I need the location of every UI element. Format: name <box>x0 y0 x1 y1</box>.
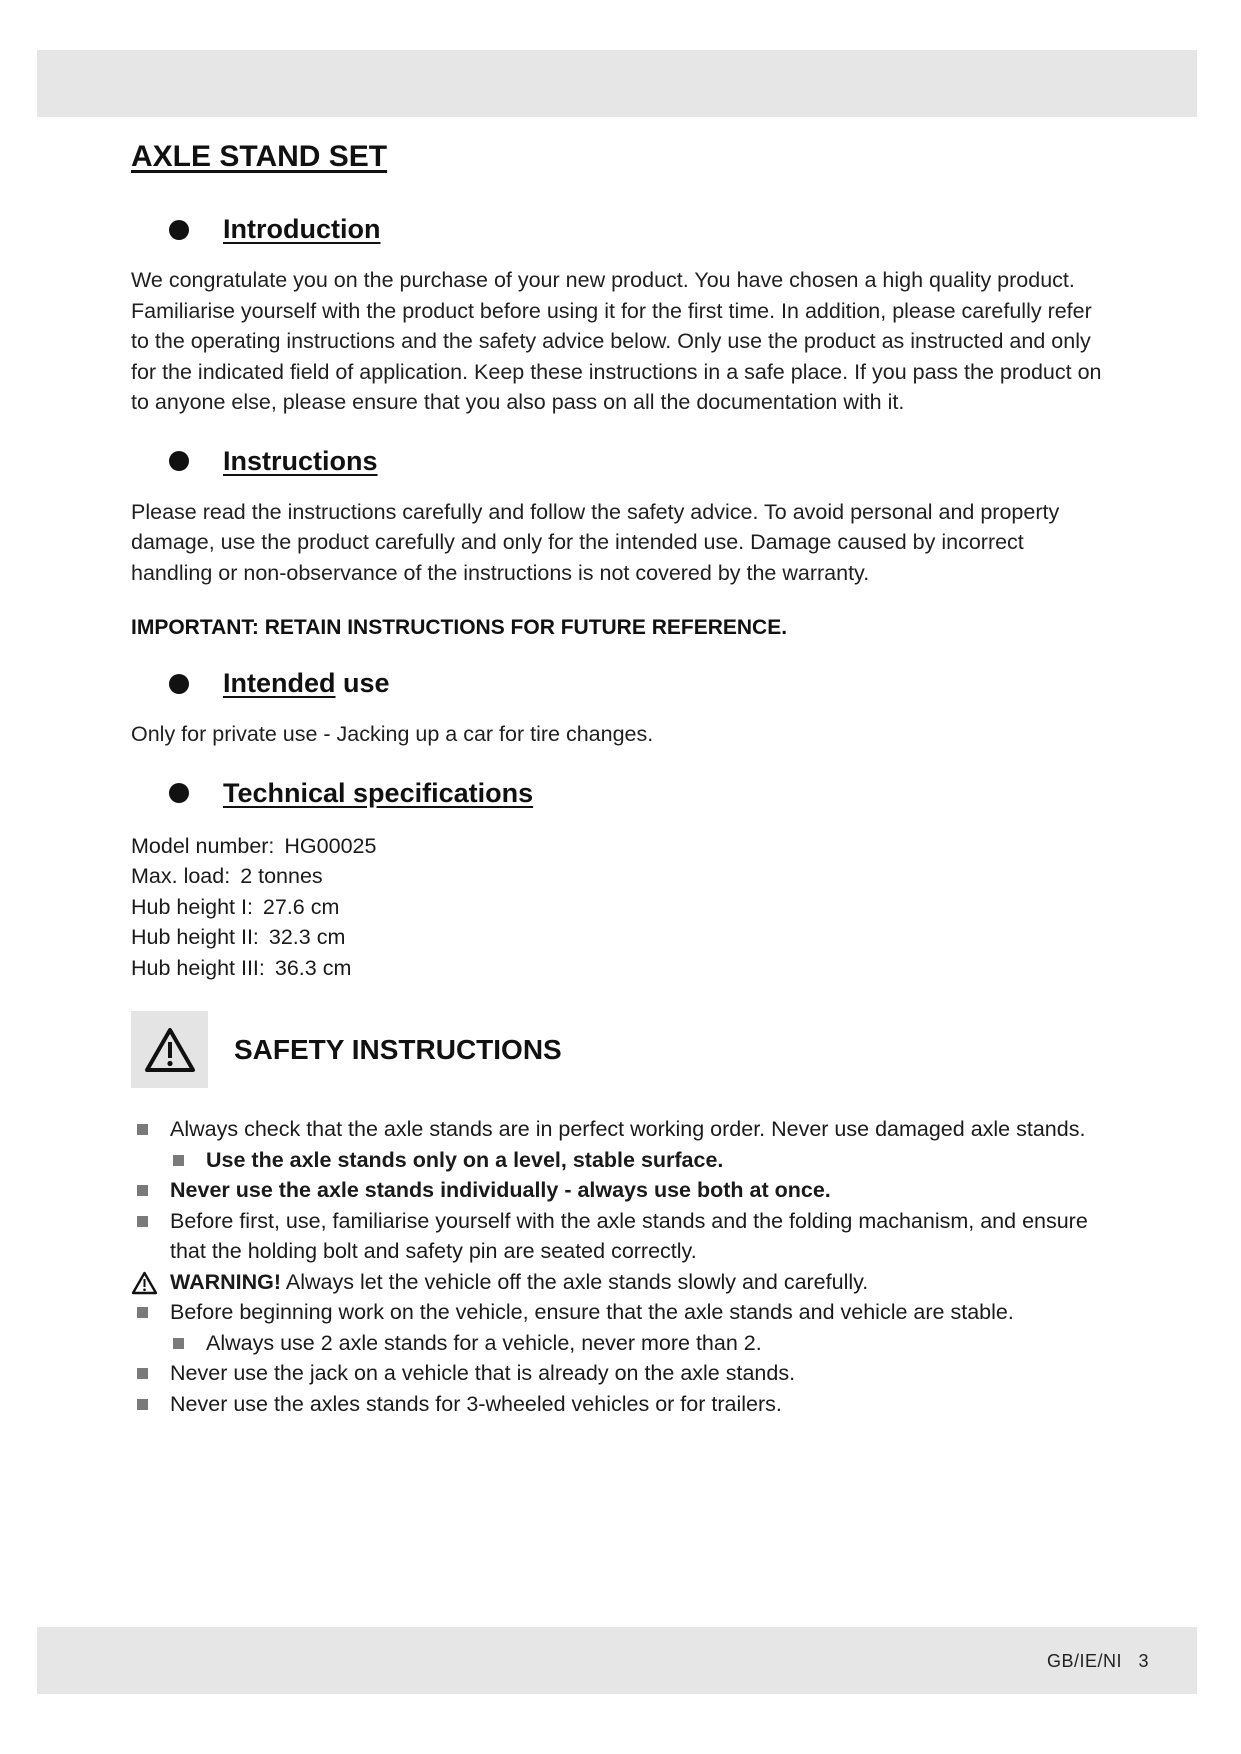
section-heading-introduction <box>169 214 1111 245</box>
list-item-text: Always use 2 axle stands for a vehicle, never more than 2. <box>206 1330 762 1355</box>
spec-value: 32.3 cm <box>268 925 346 949</box>
filled-circle-icon <box>169 220 189 240</box>
list-item <box>131 1206 1111 1267</box>
spec-label: Max. load: <box>131 864 231 888</box>
spec-value: 36.3 cm <box>274 955 352 980</box>
section-heading-technical <box>169 778 1111 809</box>
warning-triangle-icon <box>144 1027 196 1073</box>
list-item-text: Before beginning work on the vehicle, ensure that the axle stands and vehicle are stable. <box>170 1300 1014 1324</box>
section-heading-intended-use <box>169 668 1111 699</box>
safety-list <box>131 1114 1111 1419</box>
warning-icon-box <box>131 1011 208 1088</box>
list-item-text: Never use the jack on a vehicle that is already on the axle stands. <box>170 1361 796 1385</box>
square-bullet-icon <box>173 1155 184 1166</box>
section-heading-text: Intended <box>223 668 336 698</box>
list-item-text: Never use the axle stands individually - always use both at once. <box>170 1178 831 1202</box>
instructions-text: Please read the instructions carefully and follow the safety advice. To avoid personal and property damage, use the product carefully and only for the intended use. Damage caused by incorrect handling or non-observance of the instructions is not covered by the warranty. <box>131 499 1060 585</box>
square-bullet-icon <box>137 1307 148 1318</box>
warning-label: WARNING! <box>170 1269 282 1294</box>
list-item <box>131 1389 1111 1420</box>
intended-use-text: Only for private use - Jacking up a car for tire changes. <box>131 722 654 746</box>
list-item-text: Always check that the axle stands are in perfect working order. Never use damaged axle stands. <box>170 1117 1086 1141</box>
list-item-warning <box>131 1267 1111 1298</box>
safety-title: SAFETY INSTRUCTIONS <box>234 1033 562 1065</box>
list-item-text: Always let the vehicle off the axle stands slowly and carefully. <box>281 1269 869 1294</box>
spec-list <box>131 831 1111 984</box>
square-bullet-icon <box>137 1124 148 1135</box>
square-bullet-icon <box>137 1368 148 1379</box>
list-item <box>131 1175 1111 1206</box>
square-bullet-icon <box>137 1216 148 1227</box>
section-heading-text: Instructions <box>223 445 378 476</box>
page-footer <box>1047 1651 1149 1672</box>
important-notice: IMPORTANT: RETAIN INSTRUCTIONS FOR FUTURE REFERENCE. <box>131 616 788 639</box>
filled-circle-icon <box>169 783 189 803</box>
footer-band <box>37 1627 1197 1694</box>
spec-row <box>131 922 1111 953</box>
square-bullet-icon <box>173 1338 184 1349</box>
spec-value: HG00025 <box>284 833 377 858</box>
spec-label: Hub height I: <box>131 894 253 919</box>
square-bullet-icon <box>137 1399 148 1410</box>
document-title: AXLE STAND SET <box>131 140 388 173</box>
spec-value: 2 tonnes <box>240 864 323 888</box>
section-heading-text: Technical specifications <box>223 777 534 808</box>
page-content <box>131 140 1111 1419</box>
section-heading-text: Introduction <box>223 214 381 244</box>
section-heading-text-rest: use <box>335 668 390 698</box>
list-item <box>131 1114 1111 1145</box>
list-item-text: Never use the axles stands for 3-wheeled vehicles or for trailers. <box>170 1391 782 1416</box>
list-item <box>131 1328 1111 1359</box>
section-heading-instructions <box>169 446 1111 477</box>
square-bullet-icon <box>137 1185 148 1196</box>
list-item <box>131 1358 1111 1389</box>
list-item-text: Use the axle stands only on a level, stable surface. <box>206 1147 724 1172</box>
spec-row <box>131 892 1111 923</box>
list-item <box>131 1297 1111 1328</box>
list-item-text: Before first, use, familiarise yourself with the axle stands and the folding machanism, and ensure that the holding bolt and safety pin are seated correctly. <box>170 1208 1088 1263</box>
introduction-text: We congratulate you on the purchase of your new product. You have chosen a high quality product. Familiarise yourself with the product before using it for the first time. In addition, please carefully refer to the operating instructions and the safety advice below. Only use the product as instructed and only for the indicated field of application. Keep these instructions in a safe place. If you pass the product on to anyone else, please ensure that you also pass on all the documentation with it. <box>131 268 1102 414</box>
filled-circle-icon <box>169 451 189 471</box>
spec-value: 27.6 cm <box>262 894 340 919</box>
spec-label: Hub height III: <box>131 955 265 980</box>
header-band <box>37 50 1197 117</box>
spec-label: Model number: <box>131 833 275 858</box>
footer-region: GB/IE/NI <box>1046 1651 1122 1671</box>
spec-row <box>131 861 1111 892</box>
filled-circle-icon <box>169 674 189 694</box>
warning-triangle-icon <box>131 1271 158 1295</box>
spec-label: Hub height II: <box>131 925 259 949</box>
safety-heading <box>131 1011 1111 1088</box>
list-item <box>131 1145 1111 1176</box>
spec-row <box>131 953 1111 984</box>
spec-row <box>131 831 1111 862</box>
page-number: 3 <box>1138 1651 1149 1671</box>
